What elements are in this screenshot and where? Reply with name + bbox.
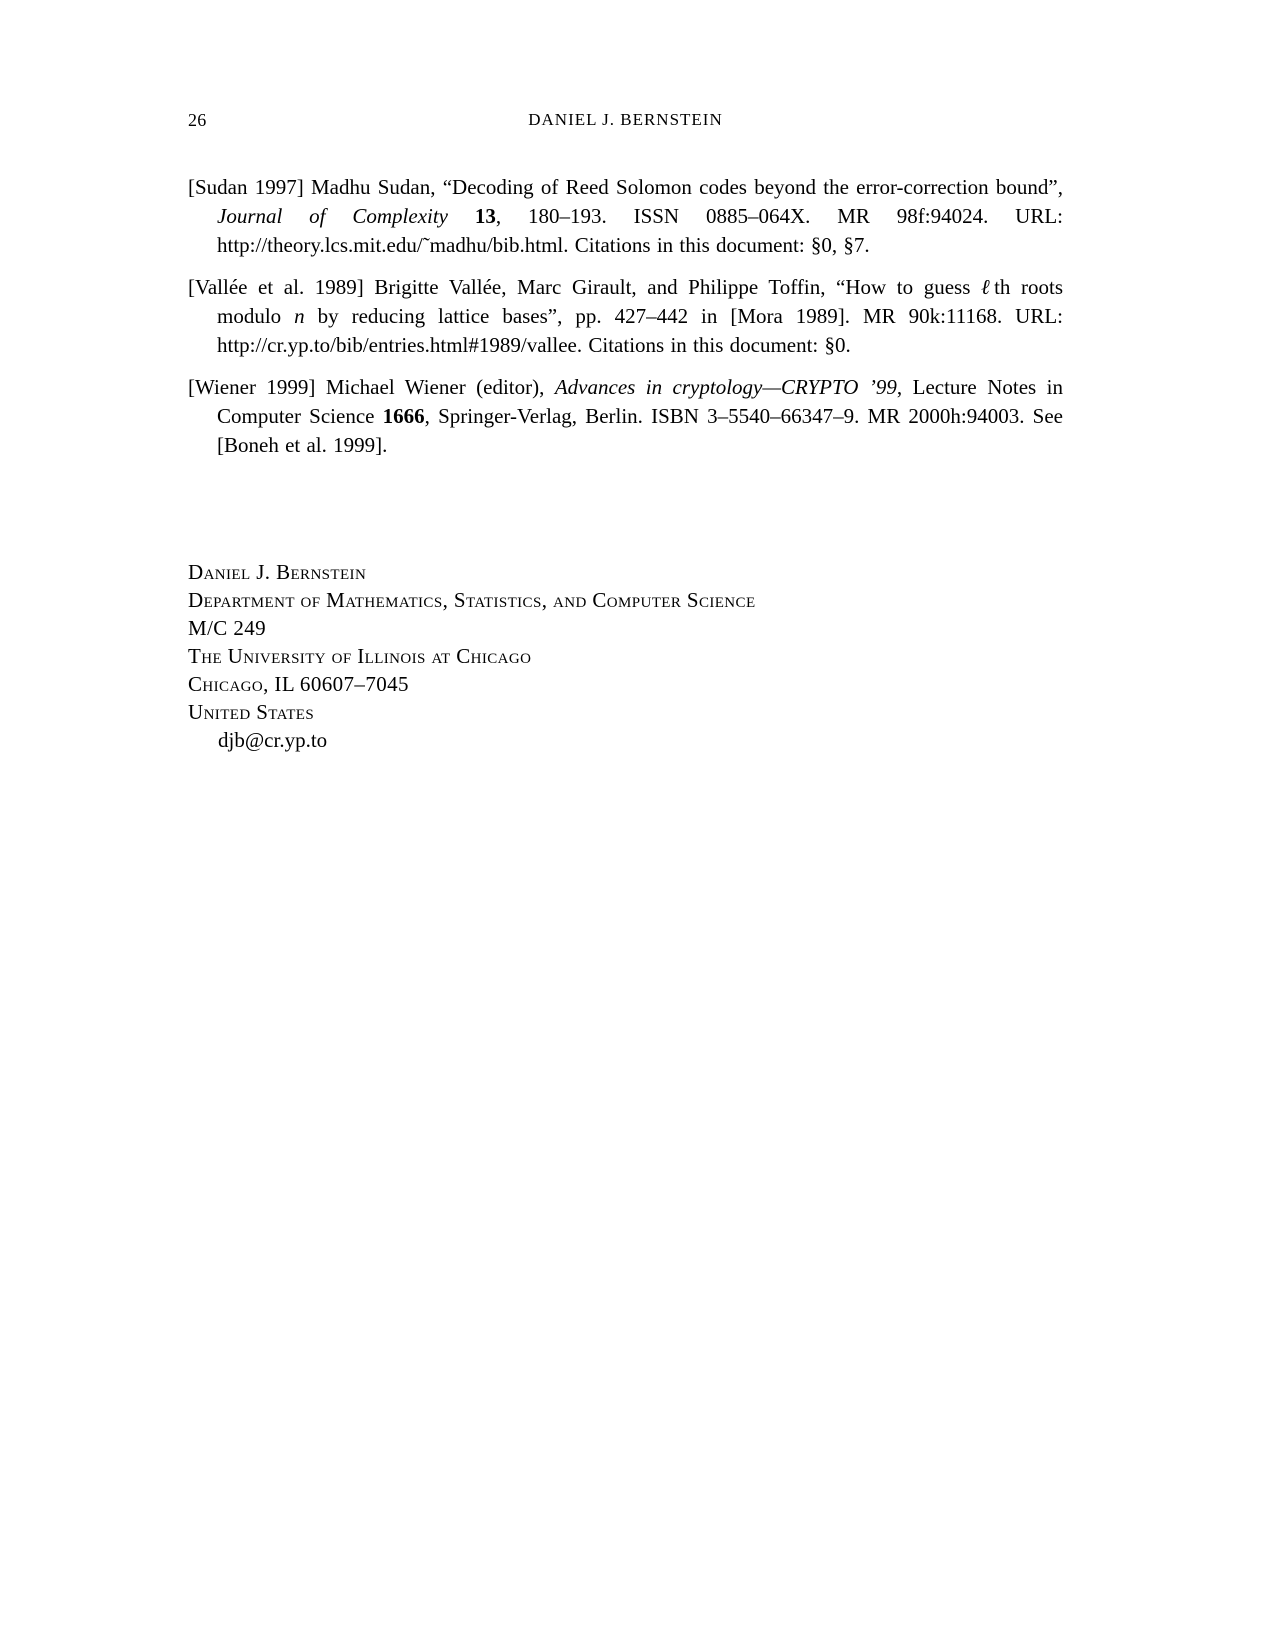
reference-segment: n [294, 304, 305, 328]
reference-list [188, 173, 1063, 473]
reference-segment: [Wiener 1999] Michael Wiener (editor), [188, 375, 555, 399]
reference-entry-wiener-1999 [188, 373, 1063, 460]
page-number: 26 [188, 110, 207, 130]
address-line: The University of Illinois at Chicago [188, 644, 532, 668]
author-email: djb@cr.yp.to [218, 728, 328, 752]
address-line: United States [188, 700, 315, 724]
reference-segment [448, 204, 475, 228]
reference-segment: ℓ [980, 275, 995, 299]
reference-segment: , Lecture Notes in Computer Science [217, 375, 1063, 428]
running-title: DANIEL J. BERNSTEIN [528, 110, 723, 129]
reference-segment: , 180–193. ISSN 0885–064X. MR 98f:94024. URL: http://theory.lcs.mit.edu/˜madhu/bib.html. Citations in this document: §0, §7. [217, 204, 1064, 257]
reference-entry-sudan-1997 [188, 173, 1063, 260]
reference-entry-vallee-1989 [188, 273, 1063, 360]
reference-segment: th roots modulo [217, 275, 1063, 328]
reference-segment: Advances in cryptology—CRYPTO ’99 [554, 375, 897, 399]
reference-segment: [Sudan 1997] Madhu Sudan, “Decoding of Reed Solomon codes beyond the error-correction bound”, [188, 175, 1063, 199]
reference-segment: by reducing lattice bases”, pp. 427–442 in [Mora 1989]. MR 90k:11168. URL: http://cr.yp.to/bib/entries.html#1989/vallee. Citations in this document: §0. [217, 304, 1063, 357]
reference-segment: Journal of Complexity [217, 204, 449, 228]
address-line: Chicago, IL 60607–7045 [188, 672, 409, 696]
reference-segment: 1666 [382, 404, 425, 428]
address-line: M/C 249 [188, 616, 267, 640]
reference-segment: , Springer-Verlag, Berlin. ISBN 3–5540–66347–9. MR 2000h:94003. See [Boneh et al. 1999]. [217, 404, 1063, 457]
reference-segment: [Vallée et al. 1989] Brigitte Vallée, Marc Girault, and Philippe Toffin, “How to guess [188, 275, 981, 299]
author-address-block [188, 558, 1063, 754]
address-line: Department of Mathematics, Statistics, and Computer Science [188, 588, 756, 612]
reference-segment: 13 [474, 204, 496, 228]
address-line: Daniel J. Bernstein [188, 560, 367, 584]
page-header [188, 110, 1063, 134]
